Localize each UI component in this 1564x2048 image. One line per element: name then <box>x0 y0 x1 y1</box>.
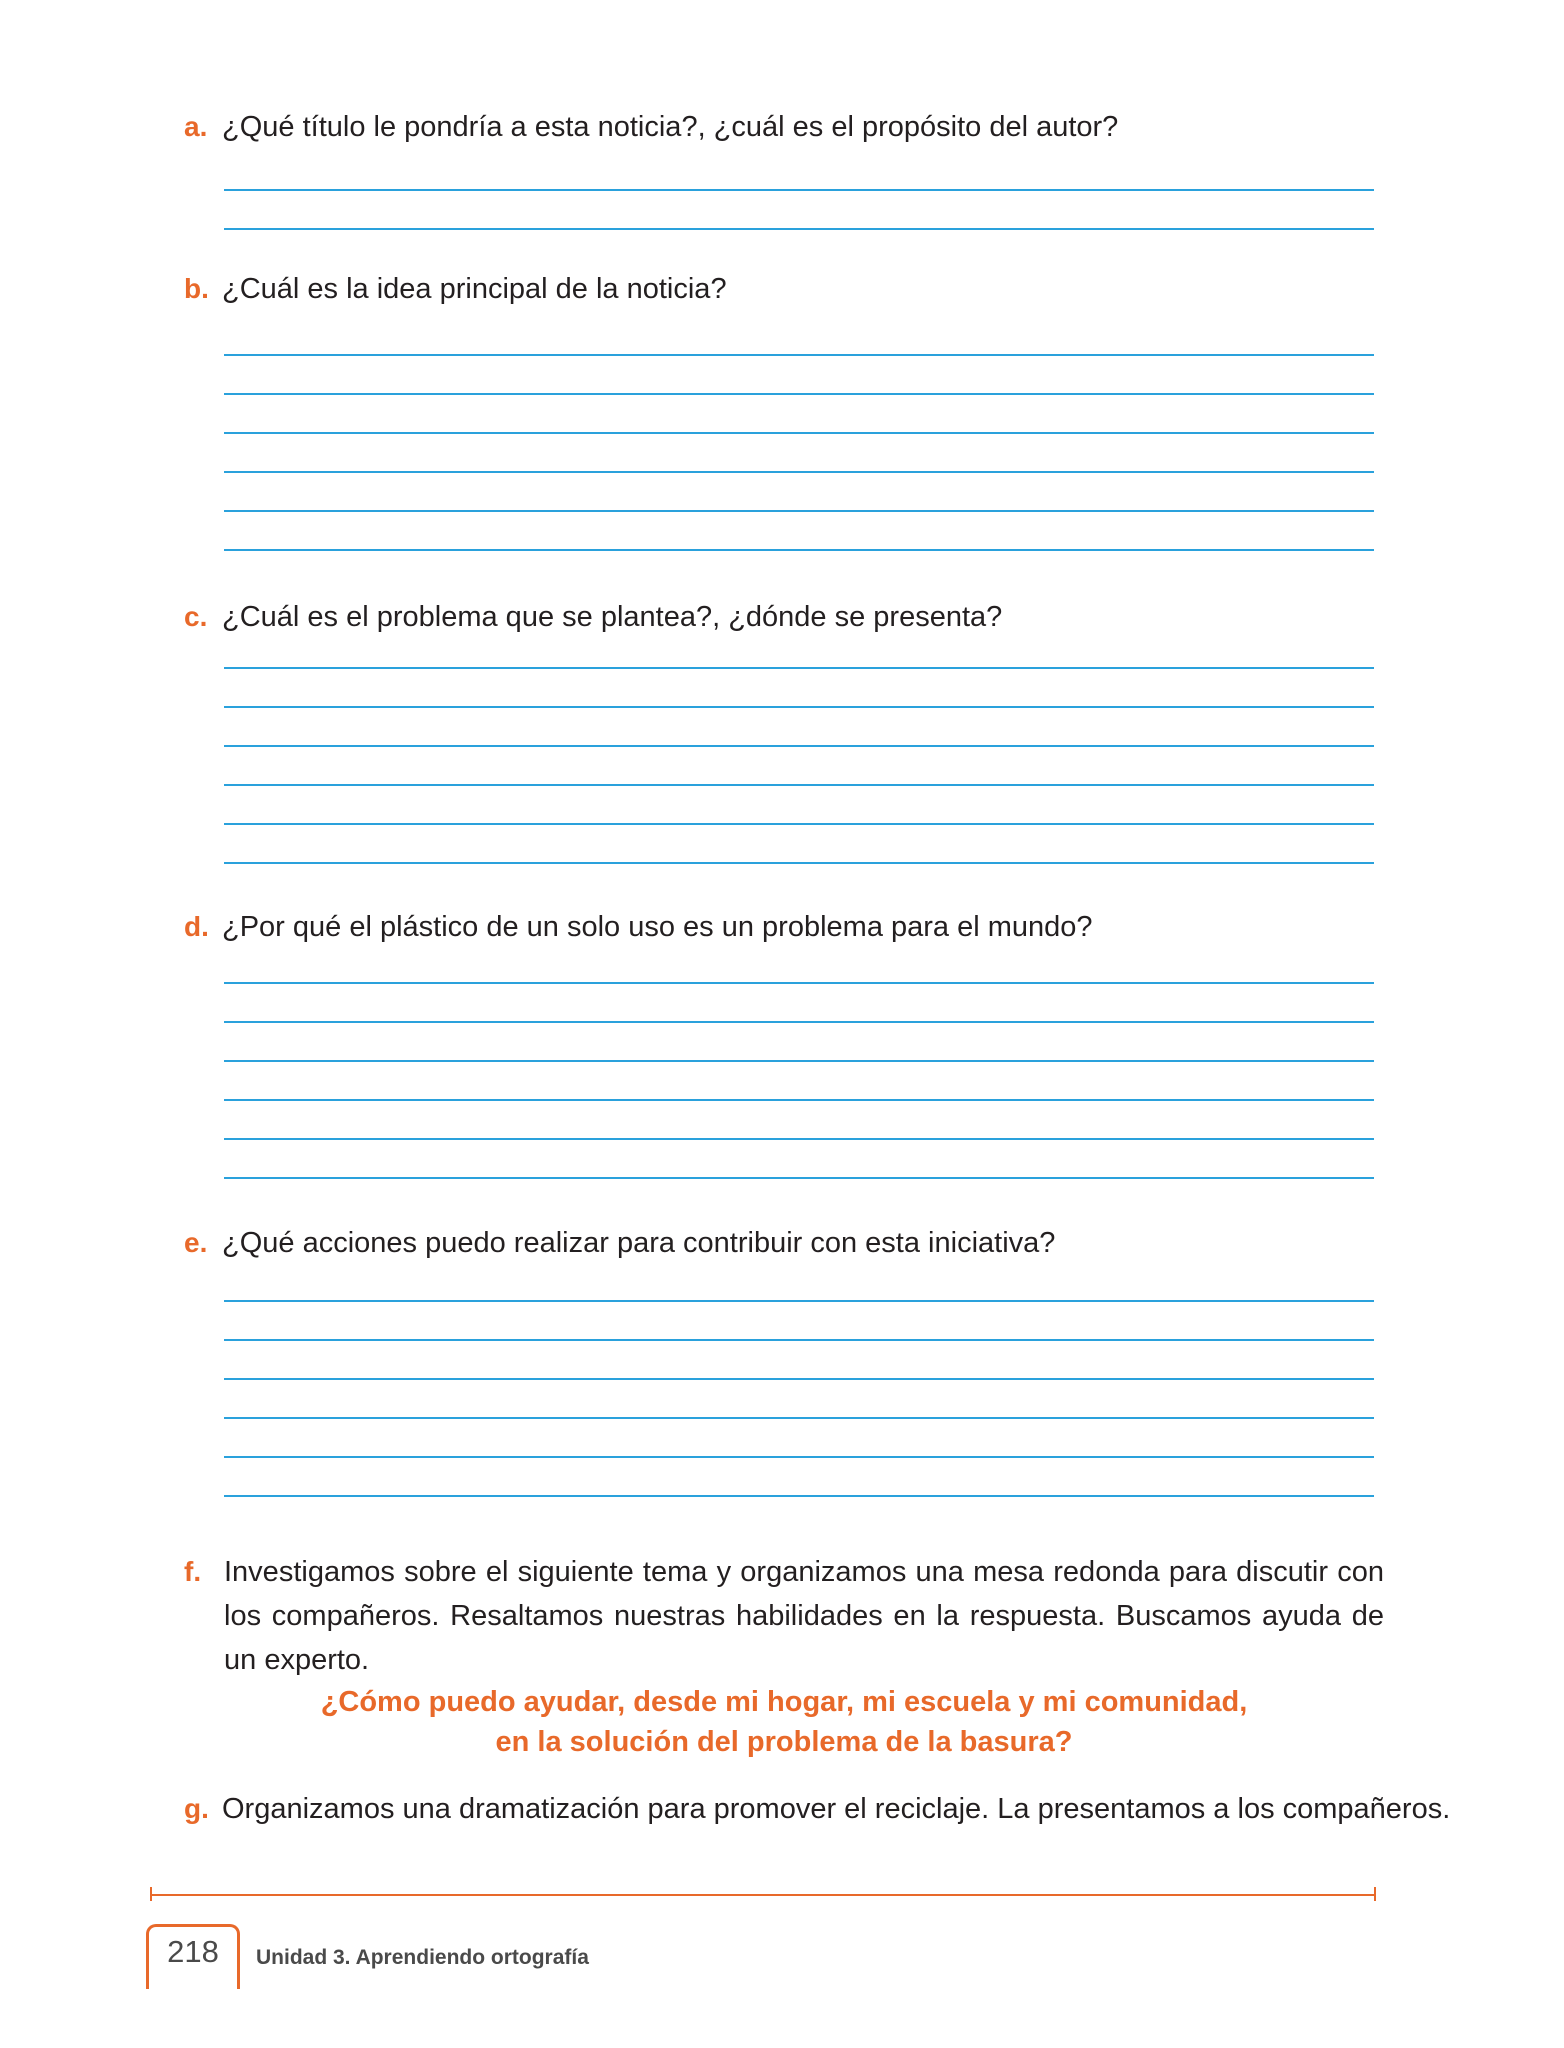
answer-line[interactable] <box>224 1417 1374 1419</box>
answer-line[interactable] <box>224 354 1374 356</box>
answer-line[interactable] <box>224 1339 1374 1341</box>
answer-line[interactable] <box>224 1021 1374 1023</box>
question-a <box>184 110 1384 145</box>
question-text: ¿Cuál es la idea principal de la noticia? <box>222 273 727 305</box>
answer-line[interactable] <box>224 1138 1374 1140</box>
footer-rule <box>150 1894 1376 1896</box>
question-text: ¿Qué acciones puedo realizar para contribuir con esta iniciativa? <box>222 1227 1056 1259</box>
item-letter: g. <box>184 1793 209 1824</box>
answer-line[interactable] <box>224 549 1374 551</box>
item-g <box>184 1792 1451 1827</box>
answer-line[interactable] <box>224 745 1374 747</box>
answer-line[interactable] <box>224 784 1374 786</box>
answer-line[interactable] <box>224 1177 1374 1179</box>
footer-rule-tick-right <box>1374 1887 1376 1901</box>
answer-line[interactable] <box>224 823 1374 825</box>
answer-line[interactable] <box>224 706 1374 708</box>
question-text: ¿Qué título le pondría a esta noticia?, ¿cuál es el propósito del autor? <box>222 111 1119 143</box>
question-letter: d. <box>184 911 209 942</box>
answer-line[interactable] <box>224 1378 1374 1380</box>
highlight-line-1: ¿Cómo puedo ayudar, desde mi hogar, mi escuela y mi comunidad, <box>320 1686 1248 1718</box>
answer-line[interactable] <box>224 1456 1374 1458</box>
highlight-line-2: en la solución del problema de la basura? <box>495 1726 1073 1758</box>
answer-line[interactable] <box>224 471 1374 473</box>
item-text: Organizamos una dramatización para promover el reciclaje. La presentamos a los compañeros. <box>222 1793 1451 1825</box>
answer-line[interactable] <box>224 1300 1374 1302</box>
answer-line[interactable] <box>224 510 1374 512</box>
answer-line[interactable] <box>224 393 1374 395</box>
answer-line[interactable] <box>224 189 1374 191</box>
answer-line[interactable] <box>224 1060 1374 1062</box>
answer-line[interactable] <box>224 862 1374 864</box>
question-b <box>184 272 1384 307</box>
question-letter: c. <box>184 601 208 632</box>
item-text: Investigamos sobre el siguiente tema y organizamos una mesa redonda para discutir con los compañeros. Resaltamos nuestras habilidades en la respuesta. Buscamos ayuda de un experto. <box>224 1556 1384 1676</box>
question-c <box>184 600 1384 635</box>
unit-label: Unidad 3. Aprendiendo ortografía <box>256 1946 589 1969</box>
question-text: ¿Por qué el plástico de un solo uso es un problema para el mundo? <box>222 911 1093 943</box>
item-f <box>184 1550 1384 1682</box>
question-text: ¿Cuál es el problema que se plantea?, ¿dónde se presenta? <box>222 601 1003 633</box>
answer-line[interactable] <box>224 982 1374 984</box>
question-d <box>184 910 1384 945</box>
item-letter: f. <box>184 1556 202 1587</box>
answer-line[interactable] <box>224 432 1374 434</box>
question-letter: e. <box>184 1227 208 1258</box>
footer-rule-tick-left <box>150 1887 152 1901</box>
answer-line[interactable] <box>224 667 1374 669</box>
answer-line[interactable] <box>224 1495 1374 1497</box>
page-number: 218 <box>167 1934 219 1969</box>
answer-line[interactable] <box>224 228 1374 230</box>
question-letter: a. <box>184 111 208 142</box>
highlight-question <box>184 1682 1384 1762</box>
answer-line[interactable] <box>224 1099 1374 1101</box>
question-letter: b. <box>184 273 209 304</box>
question-e <box>184 1226 1384 1261</box>
